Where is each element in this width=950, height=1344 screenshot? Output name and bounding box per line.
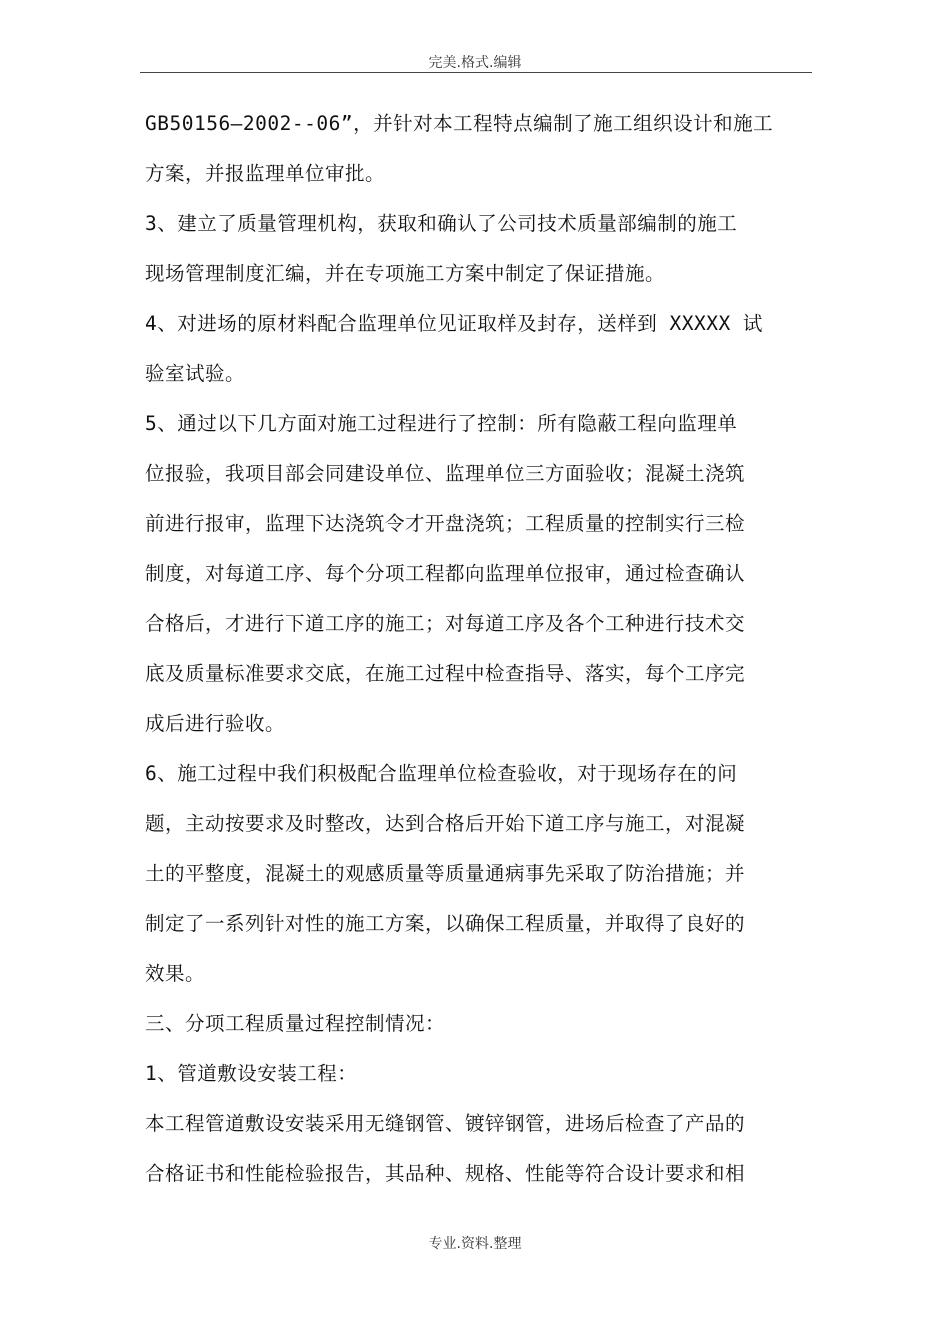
body-line: 5、通过以下几方面对施工过程进行了控制：所有隐蔽工程向监理单 — [145, 412, 738, 435]
body-line: 成后进行验收。 — [145, 712, 286, 735]
body-line: 土的平整度，混凝土的观感质量等质量通病事先采取了防治措施；并 — [145, 862, 746, 885]
body-line: 题，主动按要求及时整改，达到合格后开始下道工序与施工，对混凝 — [145, 812, 746, 835]
section-heading: 三、分项工程质量过程控制情况： — [145, 1012, 446, 1035]
body-line: 3、建立了质量管理机构，获取和确认了公司技术质量部编制的施工 — [145, 212, 738, 235]
body-line: 合格后，才进行下道工序的施工；对每道工序及各个工种进行技术交 — [145, 612, 746, 635]
body-line: 合格证书和性能检验报告，其品种、规格、性能等符合设计要求和相 — [145, 1162, 746, 1185]
subsection-heading: 1、管道敷设安装工程： — [145, 1062, 358, 1085]
body-line: 效果。 — [145, 962, 206, 985]
body-line: 制定了一系列针对性的施工方案，以确保工程质量，并取得了良好的 — [145, 912, 746, 935]
body-line: 本工程管道敷设安装采用无缝钢管、镀锌钢管，进场后检查了产品的 — [145, 1112, 746, 1135]
body-line: 方案，并报监理单位审批。 — [145, 162, 386, 185]
body-line: 位报验，我项目部会同建设单位、监理单位三方面验收；混凝土浇筑 — [145, 462, 746, 485]
body-line: 验室试验。 — [145, 362, 246, 385]
body-line: 底及质量标准要求交底，在施工过程中检查指导、落实，每个工序完 — [145, 662, 746, 685]
body-line: GB50156—2002--06”，并针对本工程特点编制了施工组织设计和施工 — [145, 112, 774, 135]
page-header: 完美.格式.编辑 — [428, 55, 522, 71]
body-line: 4、对进场的原材料配合监理单位见证取样及封存，送样到 XXXXX 试 — [145, 312, 763, 335]
header-divider — [140, 72, 812, 73]
body-line: 6、施工过程中我们积极配合监理单位检查验收，对于现场存在的问 — [145, 762, 738, 785]
body-line: 现场管理制度汇编，并在专项施工方案中制定了保证措施。 — [145, 262, 666, 285]
page-footer: 专业.资料.整理 — [428, 1236, 522, 1252]
body-line: 制度，对每道工序、每个分项工程都向监理单位报审，通过检查确认 — [145, 562, 746, 585]
document-body — [145, 99, 817, 1199]
body-line: 前进行报审，监理下达浇筑令才开盘浇筑；工程质量的控制实行三检 — [145, 512, 746, 535]
